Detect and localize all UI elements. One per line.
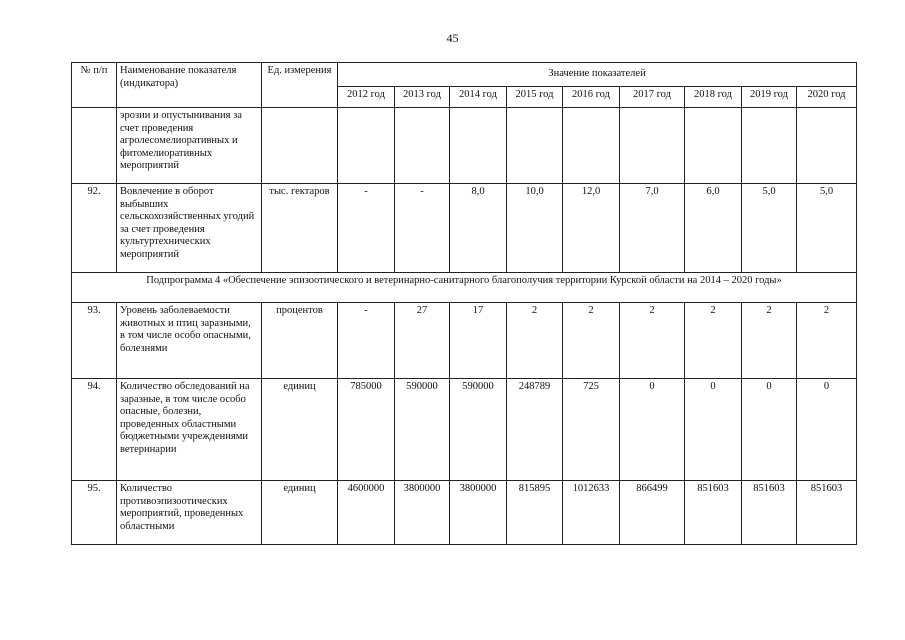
subprogram-row (72, 273, 857, 303)
row-value: 2 (563, 303, 620, 379)
row-name: эрозии и опустынивания за счет проведения агролесомелиоративных и фитомелиоративных мероприятий (117, 108, 262, 184)
row-num: 94. (72, 379, 117, 481)
row-name: Вовлечение в оборот выбывших сельскохозяйственных угодий за счет проведения культуртехнических мероприятий (117, 184, 262, 273)
year-header: 2012 год (338, 87, 395, 108)
year-header: 2020 год (797, 87, 857, 108)
row-value: 5,0 (742, 184, 797, 273)
row-value: 785000 (338, 379, 395, 481)
row-value: 725 (563, 379, 620, 481)
row-value (742, 108, 797, 184)
row-value: 248789 (507, 379, 563, 481)
row-value: 2 (620, 303, 685, 379)
row-num (72, 108, 117, 184)
year-header: 2013 год (395, 87, 450, 108)
row-unit (262, 108, 338, 184)
row-value (797, 108, 857, 184)
row-value: 815895 (507, 481, 563, 545)
row-value: 0 (797, 379, 857, 481)
row-value: 6,0 (685, 184, 742, 273)
row-value (450, 108, 507, 184)
row-value: - (338, 184, 395, 273)
col-header-name: Наименование показателя (индикатора) (117, 63, 262, 108)
year-header: 2018 год (685, 87, 742, 108)
row-unit: процентов (262, 303, 338, 379)
row-value: 2 (507, 303, 563, 379)
row-value (685, 108, 742, 184)
row-unit: единиц (262, 379, 338, 481)
row-value: 851603 (685, 481, 742, 545)
row-value: 590000 (395, 379, 450, 481)
row-num: 93. (72, 303, 117, 379)
header-row-1 (72, 63, 857, 87)
year-header: 2014 год (450, 87, 507, 108)
page-number: 45 (446, 31, 459, 45)
row-value: 4600000 (338, 481, 395, 545)
row-value: 2 (685, 303, 742, 379)
row-unit: тыс. гектаров (262, 184, 338, 273)
row-value: 0 (685, 379, 742, 481)
row-value: 3800000 (450, 481, 507, 545)
col-header-values: Значение показателей (338, 63, 857, 87)
row-value: 851603 (742, 481, 797, 545)
col-header-num: № п/п (72, 63, 117, 108)
row-value: - (395, 184, 450, 273)
row-value: 590000 (450, 379, 507, 481)
year-header: 2015 год (507, 87, 563, 108)
table-row (72, 303, 857, 379)
row-value: 27 (395, 303, 450, 379)
row-value: 2 (797, 303, 857, 379)
row-value (395, 108, 450, 184)
row-value: - (338, 303, 395, 379)
row-unit: единиц (262, 481, 338, 545)
row-name: Количество противоэпизоотических мероприятий, проведенных областными (117, 481, 262, 545)
row-num: 92. (72, 184, 117, 273)
row-value: 7,0 (620, 184, 685, 273)
row-value (563, 108, 620, 184)
row-value (620, 108, 685, 184)
row-value (507, 108, 563, 184)
row-name: Количество обследований на заразные, в том числе особо опасные, болезни, проведенных областными бюджетными учреждениями ветеринарии (117, 379, 262, 481)
row-value: 2 (742, 303, 797, 379)
row-value: 5,0 (797, 184, 857, 273)
row-value: 12,0 (563, 184, 620, 273)
row-value: 3800000 (395, 481, 450, 545)
row-value: 8,0 (450, 184, 507, 273)
row-name: Уровень заболеваемости животных и птиц заразными, в том числе особо опасными, болезнями (117, 303, 262, 379)
row-value: 866499 (620, 481, 685, 545)
col-header-unit: Ед. измерения (262, 63, 338, 108)
row-value: 0 (742, 379, 797, 481)
indicators-table (71, 62, 857, 545)
row-value: 10,0 (507, 184, 563, 273)
table-row (72, 184, 857, 273)
row-value: 0 (620, 379, 685, 481)
row-value (338, 108, 395, 184)
year-header: 2016 год (563, 87, 620, 108)
subprogram-title: Подпрограмма 4 «Обеспечение эпизоотического и ветеринарно-санитарного благополучия территории Курской области на 2014 – 2020 годы» (72, 273, 857, 303)
table-row (72, 379, 857, 481)
year-header: 2017 год (620, 87, 685, 108)
row-value: 1012633 (563, 481, 620, 545)
table-row (72, 481, 857, 545)
row-value: 17 (450, 303, 507, 379)
year-header: 2019 год (742, 87, 797, 108)
table-row (72, 108, 857, 184)
row-num: 95. (72, 481, 117, 545)
row-value: 851603 (797, 481, 857, 545)
